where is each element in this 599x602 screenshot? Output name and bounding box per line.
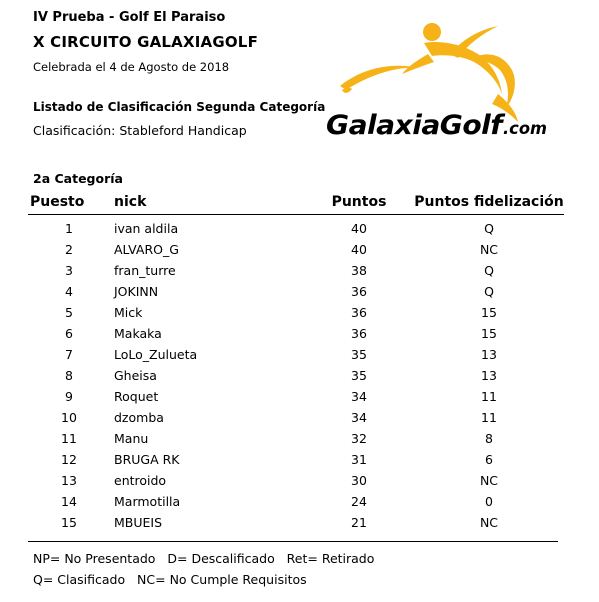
cell-puesto: 5: [65, 305, 73, 320]
table-row: [28, 386, 564, 407]
table-row: [28, 302, 564, 323]
cell-fidelizacion: 15: [481, 305, 497, 320]
cell-fidelizacion: 13: [481, 347, 497, 362]
logo-wordmark: GalaxiaGolf: [326, 110, 506, 141]
cell-puesto: 7: [65, 347, 73, 362]
cell-fidelizacion: Q: [484, 263, 494, 278]
cell-puntos: 40: [351, 221, 367, 236]
table-row: [28, 344, 564, 365]
circuit-title: X CIRCUITO GALAXIAGOLF: [33, 33, 259, 51]
cell-nick: MBUEIS: [114, 515, 163, 530]
cell-nick: Mick: [114, 305, 143, 320]
table-row: [28, 407, 564, 428]
cell-nick: Makaka: [114, 326, 162, 341]
cell-puesto: 9: [65, 389, 73, 404]
header-puntos-fidelizacion: Puntos fidelización: [414, 190, 564, 215]
cell-nick: ivan aldila: [114, 221, 179, 236]
cell-puesto: 6: [65, 326, 73, 341]
cell-nick: JOKINN: [114, 284, 159, 299]
header-puesto: Puesto: [28, 190, 110, 215]
event-title: IV Prueba - Golf El Paraiso: [33, 10, 226, 25]
cell-nick: dzomba: [114, 410, 164, 425]
cell-puntos: 30: [351, 473, 367, 488]
cell-puesto: 1: [65, 221, 73, 236]
table-row: [28, 239, 564, 260]
cell-puesto: 13: [61, 473, 77, 488]
cell-fidelizacion: 6: [485, 452, 493, 467]
cell-fidelizacion: Q: [484, 284, 494, 299]
cell-puesto: 11: [61, 431, 77, 446]
cell-puesto: 8: [65, 368, 73, 383]
cell-fidelizacion: 8: [485, 431, 493, 446]
legend-line-2: Q= Clasificado NC= No Cumple Requisitos: [33, 572, 307, 587]
table-row: [28, 281, 564, 302]
table-row: [28, 512, 564, 533]
cell-puntos: 34: [351, 389, 367, 404]
cell-fidelizacion: 13: [481, 368, 497, 383]
table-row: [28, 323, 564, 344]
table-row: [28, 470, 564, 491]
cell-puntos: 21: [351, 515, 367, 530]
cell-puntos: 38: [351, 263, 367, 278]
cell-fidelizacion: NC: [479, 242, 499, 257]
category-label: 2a Categoría: [33, 171, 123, 186]
cell-puesto: 14: [61, 494, 77, 509]
cell-nick: Manu: [114, 431, 149, 446]
cell-nick: LoLo_Zulueta: [114, 347, 198, 362]
cell-nick: Marmotilla: [114, 494, 181, 509]
footer-divider: [28, 541, 558, 542]
header-puntos: Puntos: [304, 190, 414, 215]
table-header-row: [28, 190, 564, 215]
event-date: Celebrada el 4 de Agosto de 2018: [33, 60, 230, 74]
legend-line-1: NP= No Presentado D= Descalificado Ret= Retirado: [33, 551, 375, 566]
cell-fidelizacion: NC: [479, 473, 499, 488]
cell-puesto: 4: [65, 284, 73, 299]
galaxiagolf-logo: [322, 10, 562, 145]
cell-nick: entroido: [114, 473, 167, 488]
cell-puntos: 36: [351, 284, 367, 299]
cell-puntos: 36: [351, 326, 367, 341]
cell-puesto: 12: [61, 452, 77, 467]
cell-puntos: 34: [351, 410, 367, 425]
table-row: [28, 491, 564, 512]
cell-fidelizacion: 11: [481, 410, 497, 425]
table-row: [28, 428, 564, 449]
cell-puntos: 35: [351, 368, 367, 383]
cell-puntos: 36: [351, 305, 367, 320]
cell-nick: Roquet: [114, 389, 159, 404]
classification-table-wrap: [28, 190, 564, 533]
header-nick: nick: [110, 190, 304, 215]
cell-puesto: 15: [61, 515, 77, 530]
cell-puntos: 40: [351, 242, 367, 257]
cell-fidelizacion: 15: [481, 326, 497, 341]
cell-fidelizacion: 0: [485, 494, 493, 509]
table-row: [28, 365, 564, 386]
cell-puntos: 24: [351, 494, 367, 509]
classification-table: [28, 190, 564, 533]
cell-puesto: 3: [65, 263, 73, 278]
cell-puntos: 32: [351, 431, 367, 446]
table-row: [28, 215, 564, 240]
cell-fidelizacion: Q: [484, 221, 494, 236]
cell-puesto: 10: [61, 410, 77, 425]
cell-puntos: 35: [351, 347, 367, 362]
cell-fidelizacion: 11: [481, 389, 497, 404]
table-row: [28, 449, 564, 470]
classification-type: Clasificación: Stableford Handicap: [33, 123, 247, 138]
cell-nick: ALVARO_G: [114, 242, 179, 257]
listing-title: Listado de Clasificación Segunda Categoría: [33, 100, 326, 114]
cell-nick: Gheisa: [114, 368, 157, 383]
logo-domain-suffix: .com: [503, 119, 547, 139]
cell-puesto: 2: [65, 242, 73, 257]
golfer-swoosh-icon: [340, 23, 518, 122]
cell-nick: BRUGA RK: [114, 452, 180, 467]
cell-puntos: 31: [351, 452, 367, 467]
cell-nick: fran_turre: [114, 263, 176, 278]
table-row: [28, 260, 564, 281]
cell-fidelizacion: NC: [479, 515, 499, 530]
